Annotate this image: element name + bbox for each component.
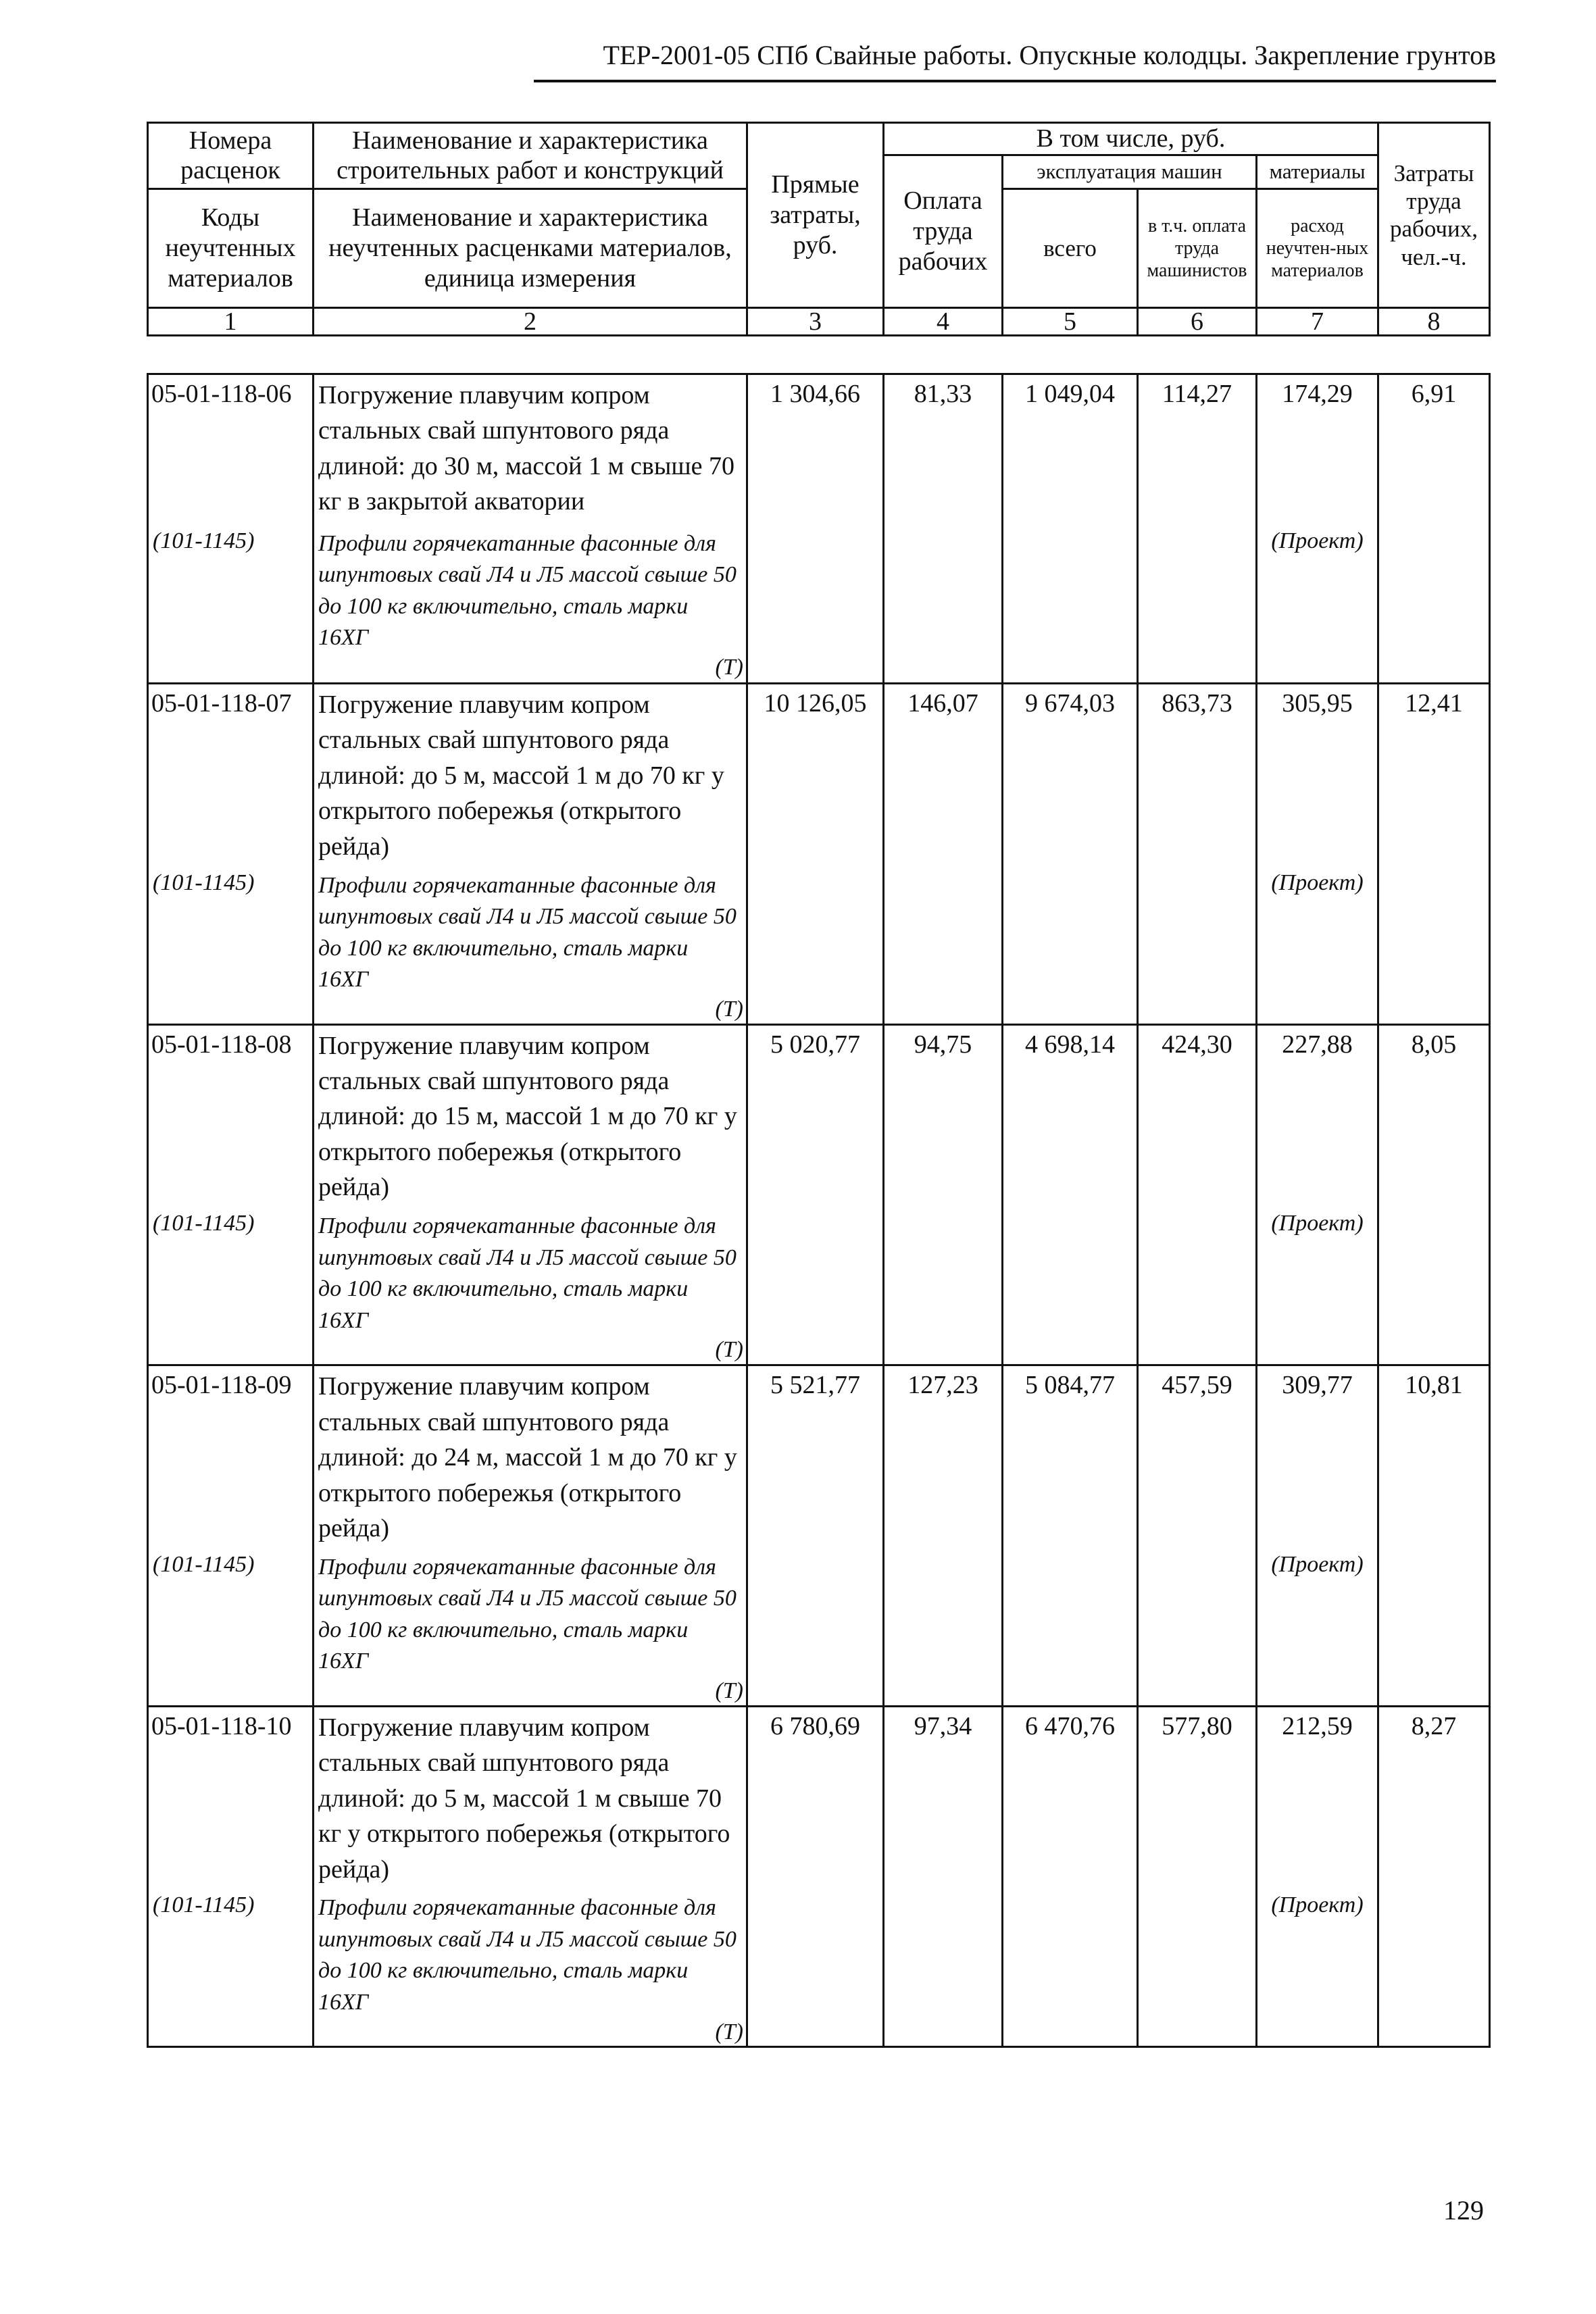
column-number: 2 — [314, 307, 747, 335]
page-number: 129 — [1443, 2195, 1484, 2225]
header-cell-labor-hours: Затраты труда рабочих, чел.-ч. — [1378, 123, 1490, 308]
material-code: (101-1145) — [148, 1552, 314, 1707]
header-rule — [534, 80, 1496, 82]
labor-hours: 8,27 — [1378, 1706, 1490, 1892]
machines-total: 9 674,03 — [1003, 684, 1138, 870]
material-unit: (Т) — [715, 654, 743, 680]
rate-code: 05-01-118-06 — [148, 374, 314, 528]
material-name: Профили горячекатанные фасонные для шпунтовых свай Л4 и Л5 массой свыше 50 до 100 кг включительно, сталь марки 16ХГ — [318, 1554, 737, 1674]
material-code: (101-1145) — [148, 1892, 314, 2047]
direct-costs: 5 020,77 — [747, 1024, 884, 1211]
machinists-pay: 863,73 — [1138, 684, 1257, 870]
direct-costs: 5 521,77 — [747, 1365, 884, 1552]
machinists-pay: 457,59 — [1138, 1365, 1257, 1552]
worker-pay: 94,75 — [884, 1024, 1003, 1211]
labor-hours: 8,05 — [1378, 1024, 1490, 1211]
direct-costs: 1 304,66 — [747, 374, 884, 528]
machines-total: 6 470,76 — [1003, 1706, 1138, 1892]
material-unit: (Т) — [715, 2019, 743, 2044]
rate-code: 05-01-118-10 — [148, 1706, 314, 1892]
column-number: 7 — [1257, 307, 1378, 335]
material-project-cost: (Проект) — [1257, 870, 1378, 1025]
column-number: 1 — [148, 307, 314, 335]
machinists-pay: 114,27 — [1138, 374, 1257, 528]
header-cell-machinists-pay: в т.ч. оплата труда машинистов — [1138, 188, 1257, 307]
header-cell-machines-total: всего — [1003, 188, 1138, 307]
material-name: Профили горячекатанные фасонные для шпунтовых свай Л4 и Л5 массой свыше 50 до 100 кг включительно, сталь марки 16ХГ — [318, 530, 737, 651]
material-project-cost: (Проект) — [1257, 528, 1378, 684]
machinists-pay: 424,30 — [1138, 1024, 1257, 1211]
direct-costs: 10 126,05 — [747, 684, 884, 870]
table-row — [148, 684, 1490, 870]
machines-total: 5 084,77 — [1003, 1365, 1138, 1552]
rate-code: 05-01-118-07 — [148, 684, 314, 870]
direct-costs: 6 780,69 — [747, 1706, 884, 1892]
worker-pay: 97,34 — [884, 1706, 1003, 1892]
header-cell-rate-numbers: Номера расценок — [148, 123, 314, 189]
material-name: Профили горячекатанные фасонные для шпунтовых свай Л4 и Л5 массой свыше 50 до 100 кг включительно, сталь марки 16ХГ — [318, 1895, 737, 2015]
header-cell-including: В том числе, руб. — [884, 123, 1378, 155]
materials-cost: 212,59 — [1257, 1706, 1378, 1892]
table-row — [148, 1024, 1490, 1211]
material-code: (101-1145) — [148, 528, 314, 684]
table-row — [148, 1365, 1490, 1552]
material-name: Профили горячекатанные фасонные для шпунтовых свай Л4 и Л5 массой свыше 50 до 100 кг включительно, сталь марки 16ХГ — [318, 872, 737, 992]
material-unit: (Т) — [715, 1337, 743, 1363]
table-header — [147, 122, 1491, 336]
column-number: 4 — [884, 307, 1003, 335]
labor-hours: 12,41 — [1378, 684, 1490, 870]
material-project-cost: (Проект) — [1257, 1892, 1378, 2047]
column-number: 8 — [1378, 307, 1490, 335]
worker-pay: 81,33 — [884, 374, 1003, 528]
column-number: 6 — [1138, 307, 1257, 335]
work-name: Погружение плавучим копром стальных свай шпунтового ряда длиной: до 30 м, массой 1 м свыше 70 кг в закрытой акватории — [314, 374, 747, 528]
machinists-pay: 577,80 — [1138, 1706, 1257, 1892]
material-unit: (Т) — [715, 996, 743, 1022]
header-cell-work-name: Наименование и характеристика строительных работ и конструкций — [314, 123, 747, 189]
material-name: Профили горячекатанные фасонные для шпунтовых свай Л4 и Л5 массой свыше 50 до 100 кг включительно, сталь марки 16ХГ — [318, 1213, 737, 1333]
column-number: 5 — [1003, 307, 1138, 335]
labor-hours: 6,91 — [1378, 374, 1490, 528]
material-unit: (Т) — [715, 1678, 743, 1704]
materials-cost: 227,88 — [1257, 1024, 1378, 1211]
header-cell-material-name: Наименование и характеристика неучтенных расценками материалов, единица измерения — [314, 188, 747, 307]
material-row — [148, 528, 1490, 684]
rate-code: 05-01-118-09 — [148, 1365, 314, 1552]
material-row — [148, 1892, 1490, 2047]
page-header-title: ТЕР-2001-05 СПб Свайные работы. Опускные колодцы. Закрепление грунтов — [603, 40, 1496, 70]
material-row — [148, 1211, 1490, 1365]
table-row — [148, 374, 1490, 528]
work-name: Погружение плавучим копром стальных свай шпунтового ряда длиной: до 15 м, массой 1 м до 70 кг у открытого побережья (открытого рейда) — [314, 1024, 747, 1211]
material-project-cost: (Проект) — [1257, 1211, 1378, 1365]
material-project-cost: (Проект) — [1257, 1552, 1378, 1707]
labor-hours: 10,81 — [1378, 1365, 1490, 1552]
material-code: (101-1145) — [148, 870, 314, 1025]
table-row — [148, 1706, 1490, 1892]
header-cell-direct-costs: Прямые затраты, руб. — [747, 123, 884, 308]
header-cell-materials: материалы — [1257, 155, 1378, 188]
materials-cost: 174,29 — [1257, 374, 1378, 528]
work-name: Погружение плавучим копром стальных свай шпунтового ряда длиной: до 5 м, массой 1 м до 70 кг у открытого побережья (открытого рейда) — [314, 684, 747, 870]
rate-code: 05-01-118-08 — [148, 1024, 314, 1211]
material-row — [148, 870, 1490, 1025]
header-cell-material-codes: Коды неучтенных материалов — [148, 188, 314, 307]
header-cell-unaccounted-materials: расход неучтен-ных материалов — [1257, 188, 1378, 307]
worker-pay: 146,07 — [884, 684, 1003, 870]
work-name: Погружение плавучим копром стальных свай шпунтового ряда длиной: до 24 м, массой 1 м до 70 кг у открытого побережья (открытого рейда) — [314, 1365, 747, 1552]
materials-cost: 309,77 — [1257, 1365, 1378, 1552]
header-cell-worker-pay: Оплата труда рабочих — [884, 155, 1003, 307]
column-number: 3 — [747, 307, 884, 335]
worker-pay: 127,23 — [884, 1365, 1003, 1552]
material-row — [148, 1552, 1490, 1707]
material-code: (101-1145) — [148, 1211, 314, 1365]
machines-total: 4 698,14 — [1003, 1024, 1138, 1211]
machines-total: 1 049,04 — [1003, 374, 1138, 528]
rates-table — [147, 373, 1491, 2048]
materials-cost: 305,95 — [1257, 684, 1378, 870]
header-cell-machines: эксплуатация машин — [1003, 155, 1257, 188]
work-name: Погружение плавучим копром стальных свай шпунтового ряда длиной: до 5 м, массой 1 м свыше 70 кг у открытого побережья (открытого рейда) — [314, 1706, 747, 1892]
